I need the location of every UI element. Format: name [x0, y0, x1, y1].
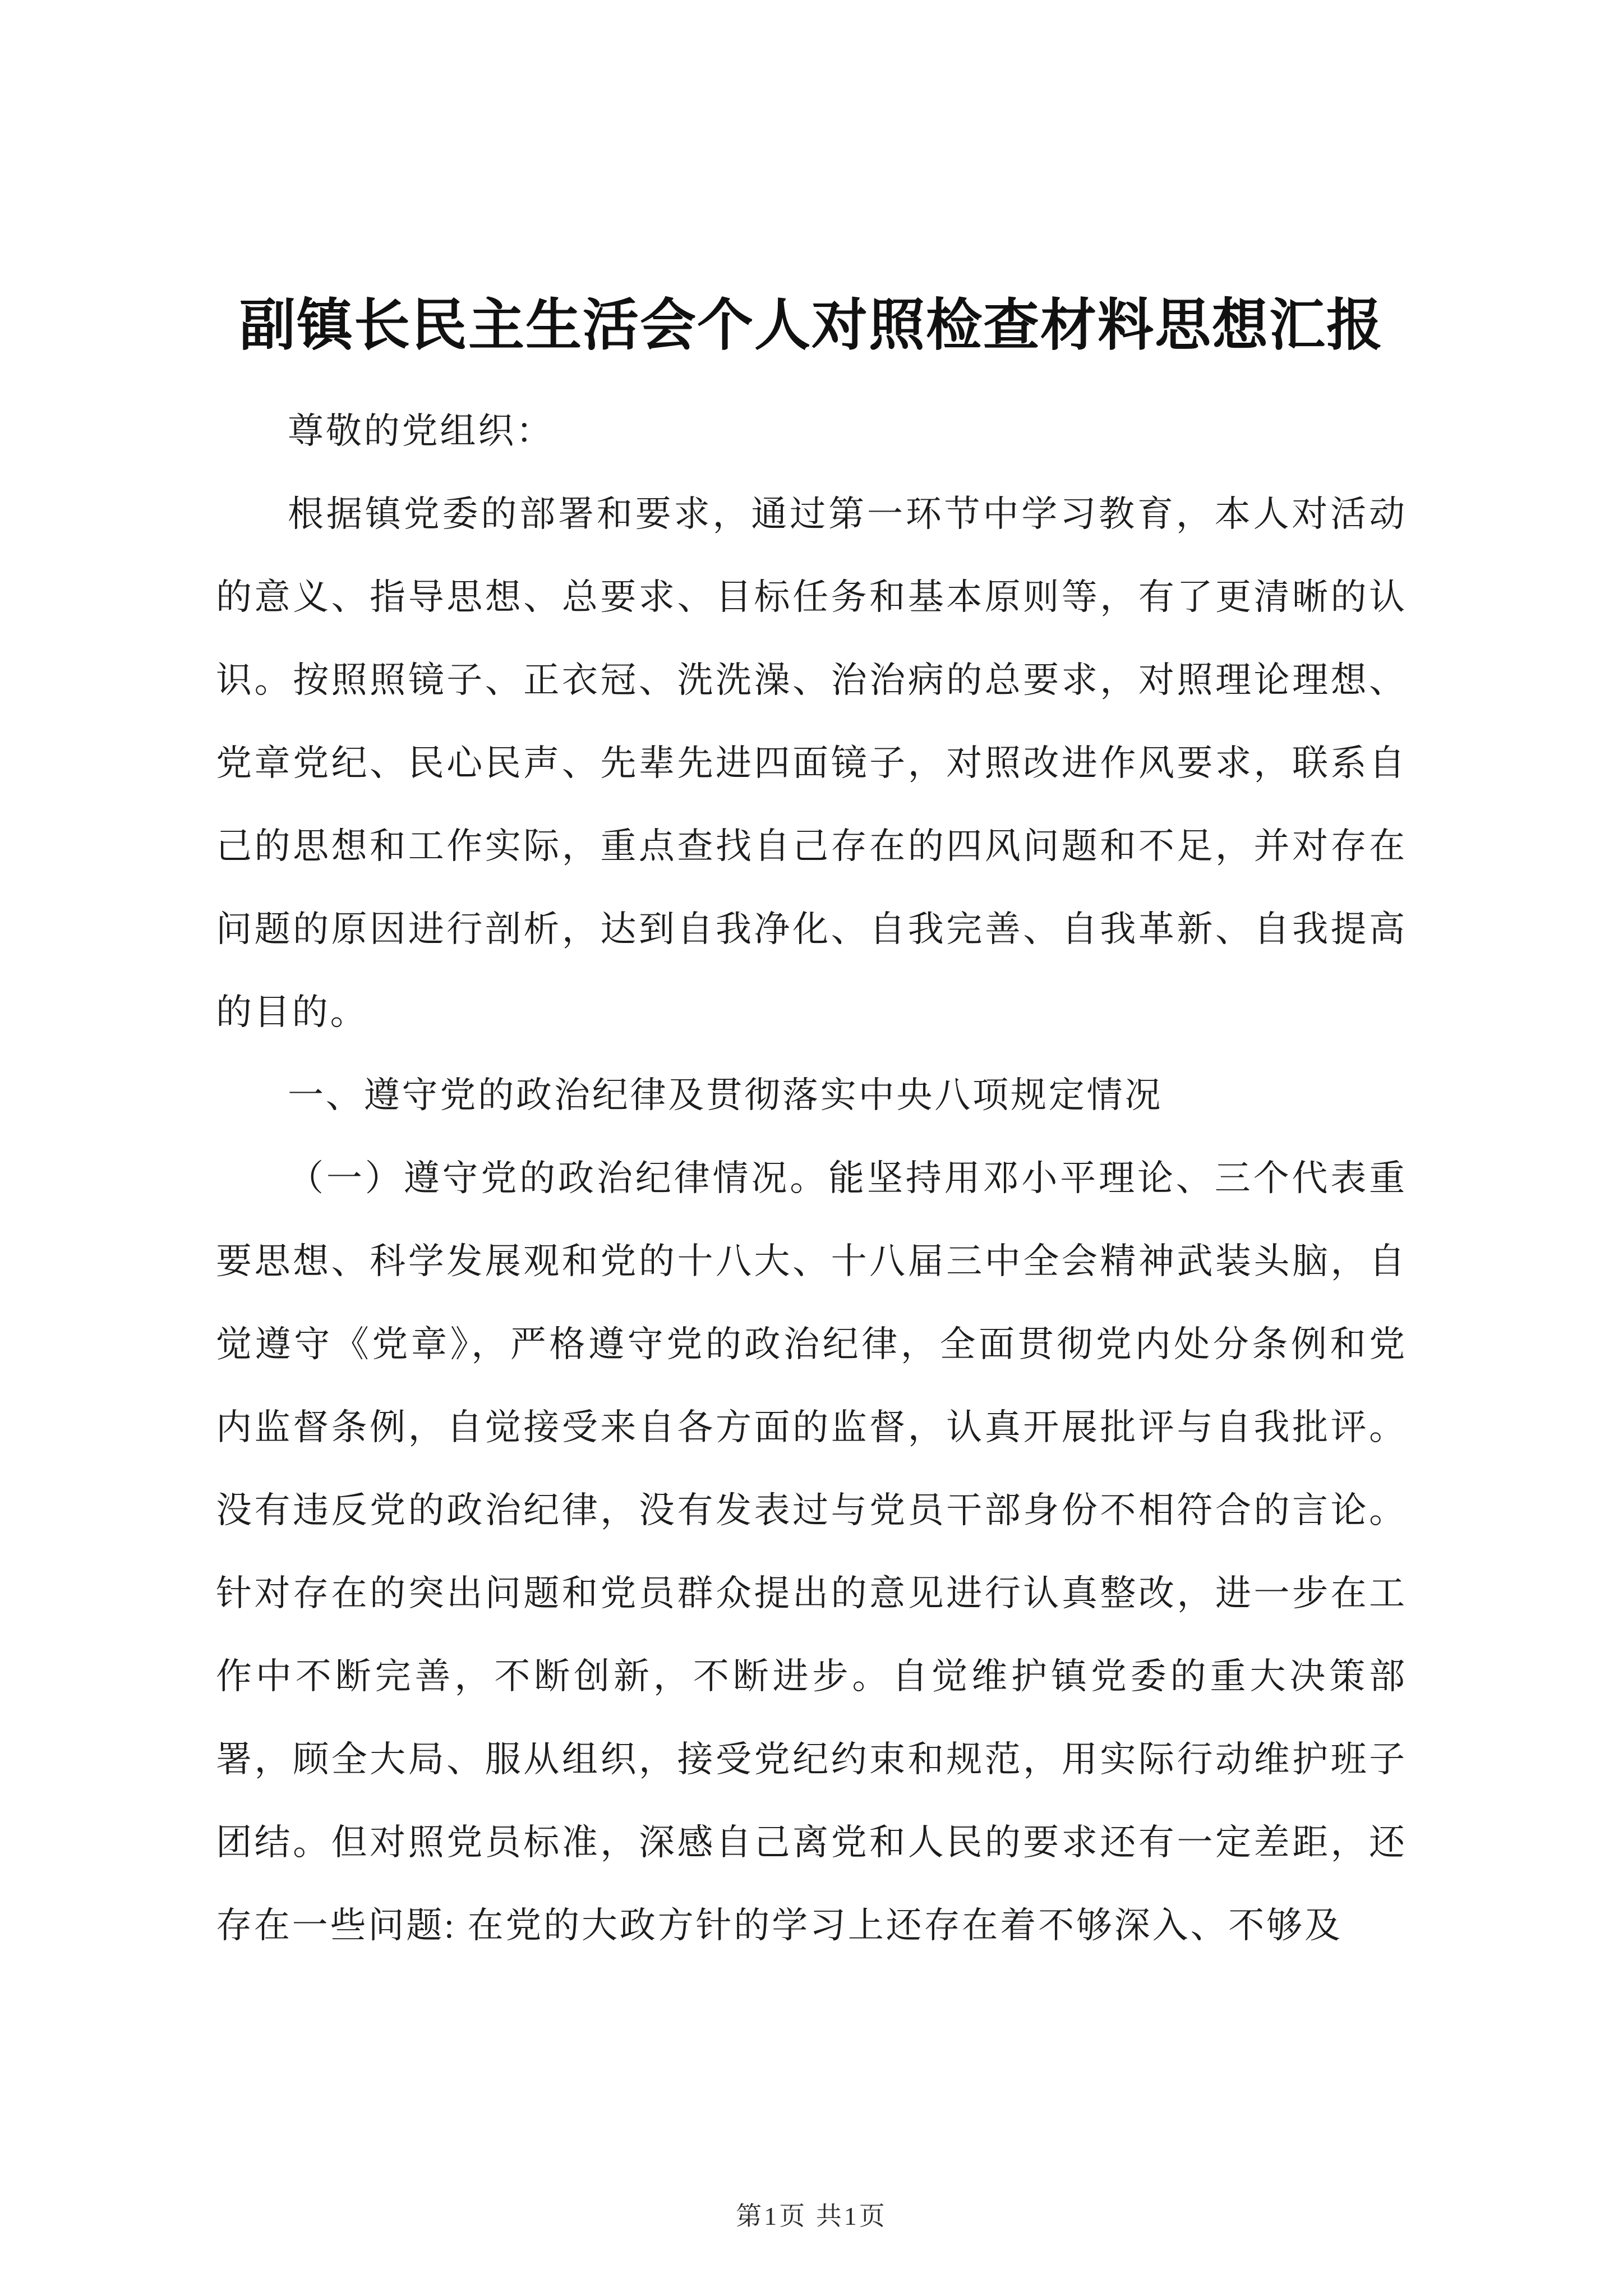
document-body	[216, 390, 1407, 2148]
paragraph-section-one-content: （一）遵守党的政治纪律情况。能坚持用邓小平理论、三个代表重要思想、科学发展观和党的十八大、十八届三中全会精神武装头脑，自觉遵守《党章》，严格遵守党的政治纪律，全面贯彻党内处分条例和党内监督条例，自觉接受来自各方面的监督，认真开展批评与自我批评。没有违反党的政治纪律，没有发表过与党员干部身份不相符合的言论。针对存在的突出问题和党员群众提出的意见进行认真整改，进一步在工作中不断完善，不断创新，不断进步。自觉维护镇党委的重大决策部署，顾全大局、服从组织，接受党纪约束和规范，用实际行动维护班子团结。但对照党员标准，深感自己离党和人民的要求还有一定差距，还存在一些问题: 在党的大政方针的学习上还存在着不够深入、不够及	[216, 1158, 1407, 1945]
page-title: 副镇长民主生活会个人对照检查材料思想汇报	[239, 294, 1384, 357]
paragraph-intro: 根据镇党委的部署和要求，通过第一环节中学习教育，本人对活动的意义、指导思想、总要求、目标任务和基本原则等，有了更清晰的认识。按照照镜子、正衣冠、洗洗澡、治治病的总要求，对照理论理想、党章党纪、民心民声、先辈先进四面镜子，对照改进作风要求，联系自己的思想和工作实际，重点查找自己存在的四风问题和不足，并对存在问题的原因进行剖析，达到自我净化、自我完善、自我革新、自我提高的目的。	[216, 494, 1407, 1032]
paragraph-section-heading: 一、遵守党的政治纪律及贯彻落实中央八项规定情况	[288, 1075, 1163, 1115]
paragraph-salutation: 尊敬的党组织：	[288, 411, 554, 451]
page-footer: 第1页 共1页	[736, 2201, 887, 2230]
